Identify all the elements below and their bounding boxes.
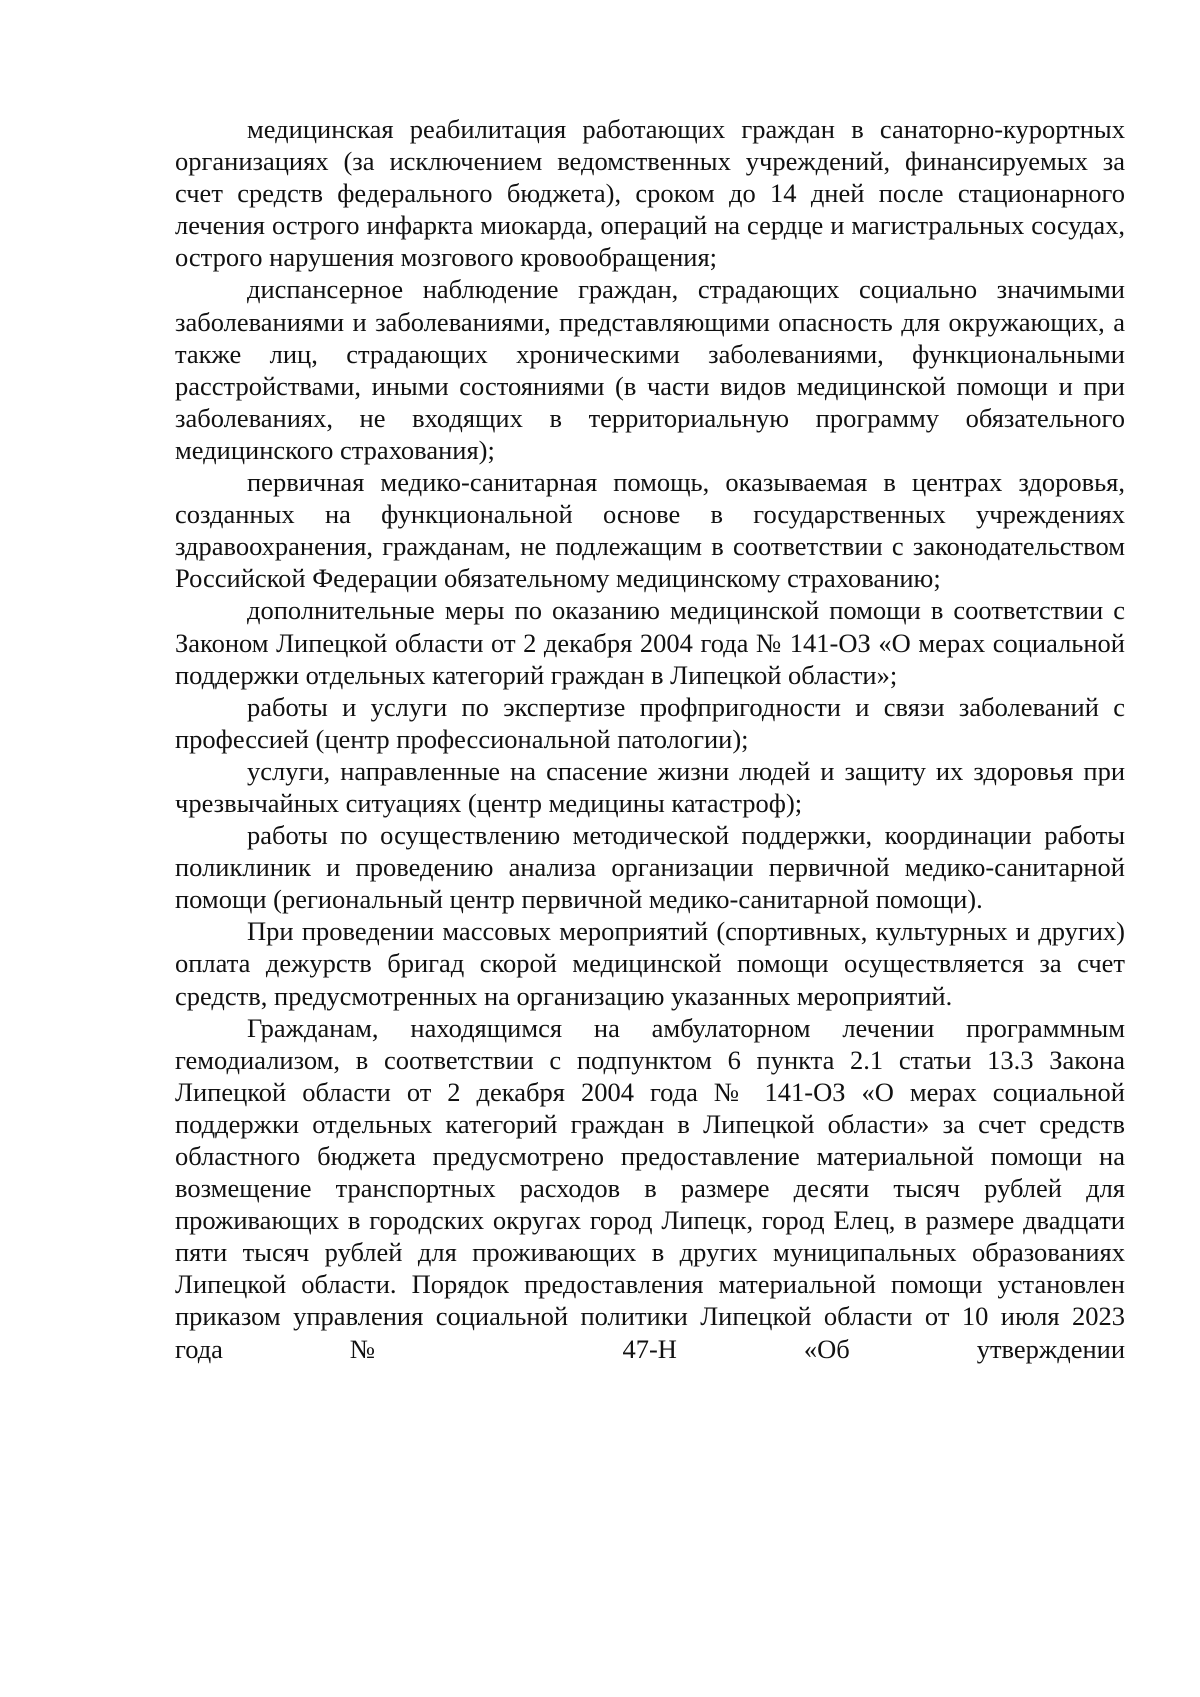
paragraph-medical-rehabilitation: медицинская реабилитация работающих граждан в санаторно-курортных организациях (за исключением ведомственных учреждений, финансируемых за счет средств федерального бюджета), сроком до 14 дней после стационарного лечения острого инфаркта миокарда, операций на сердце и магистральных сосудах, острого нарушения мозгового кровообращения; — [175, 114, 1125, 273]
document-page — [175, 113, 1125, 1365]
paragraph-hemodialysis-assistance: Гражданам, находящимся на амбулаторном лечении программным гемодиализом, в соответствии с подпунктом 6 пункта 2.1 статьи 13.3 Закона Липецкой области от 2 декабря 2004 года № 141-ОЗ «О мерах социальной поддержки отдельных категорий граждан в Липецкой области» за счет средств областного бюджета предусмотрено предоставление материальной помощи на возмещение транспортных расходов в размере десяти тысяч рублей для проживающих в городских округах город Липецк, город Елец, в размере двадцати пяти тысяч рублей для проживающих в других муниципальных образованиях Липецкой области. Порядок предоставления материальной помощи установлен приказом управления социальной политики Липецкой области от 10 июля 2023 года № 47-Н «Об утверждении — [175, 1012, 1125, 1364]
paragraph-methodical-support: работы по осуществлению методической поддержки, координации работы поликлиник и проведению анализа организации первичной медико-санитарной помощи (региональный центр первичной медико-санитарной помощи). — [175, 820, 1125, 915]
paragraph-primary-health-care: первичная медико-санитарная помощь, оказываемая в центрах здоровья, созданных на функциональной основе в государственных учреждениях здравоохранения, гражданам, не подлежащим в соответствии с законодательством Российской Федерации обязательному медицинскому страхованию; — [175, 467, 1125, 594]
paragraph-disaster-medicine: услуги, направленные на спасение жизни людей и защиту их здоровья при чрезвычайных ситуациях (центр медицины катастроф); — [175, 755, 1125, 818]
paragraph-occupational-pathology: работы и услуги по экспертизе профпригодности и связи заболеваний с профессией (центр профессиональной патологии); — [175, 691, 1125, 754]
paragraph-mass-events: При проведении массовых мероприятий (спортивных, культурных и других) оплата дежурств бригад скорой медицинской помощи осуществляется за счет средств, предусмотренных на организацию указанных мероприятий. — [175, 916, 1125, 1011]
paragraph-additional-measures: дополнительные меры по оказанию медицинской помощи в соответствии с Законом Липецкой области от 2 декабря 2004 года № 141-ОЗ «О мерах социальной поддержки отдельных категорий граждан в Липецкой области»; — [175, 595, 1125, 690]
paragraph-dispensary-observation: диспансерное наблюдение граждан, страдающих социально значимыми заболеваниями и заболеваниями, представляющими опасность для окружающих, а также лиц, страдающих хроническими заболеваниями, функциональными расстройствами, иными состояниями (в части видов медицинской помощи и при заболеваниях, не входящих в территориальную программу обязательного медицинского страхования); — [175, 274, 1125, 465]
